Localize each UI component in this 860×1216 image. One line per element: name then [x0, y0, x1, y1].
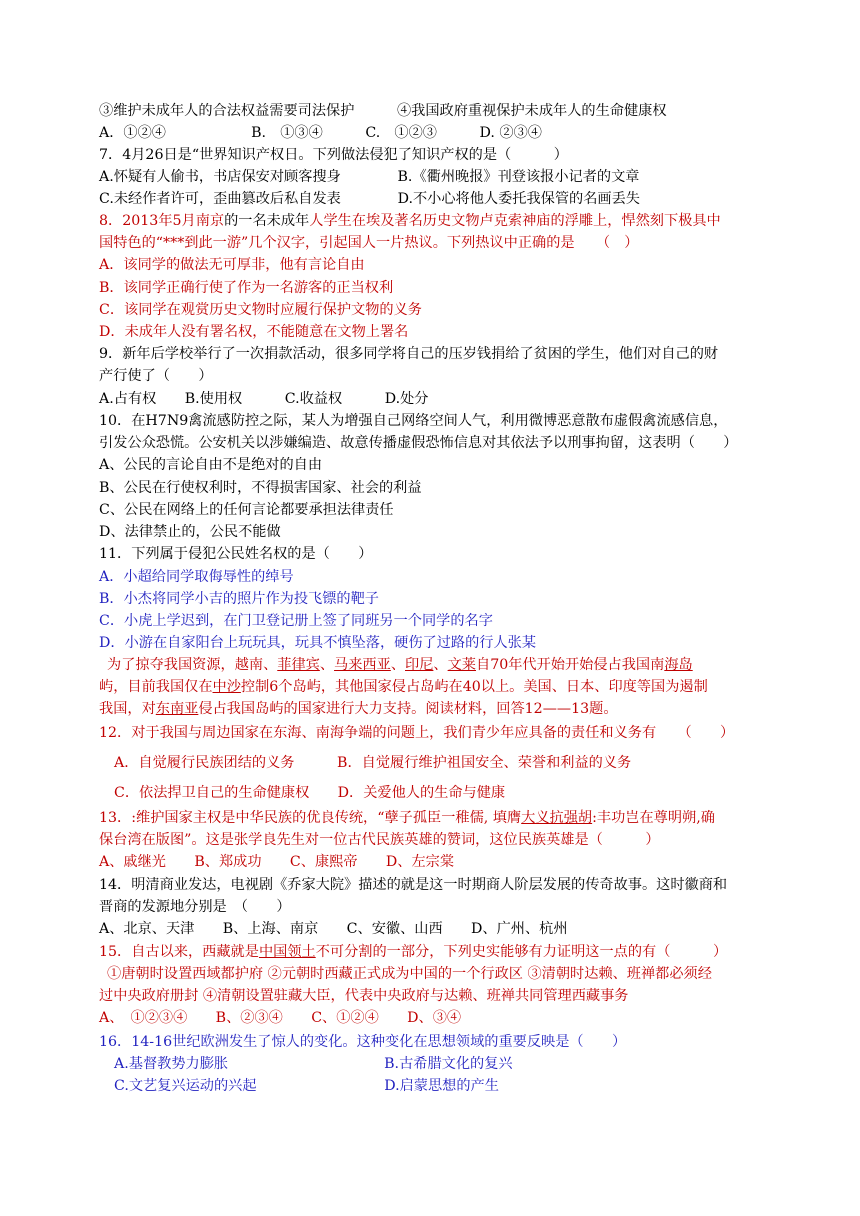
text-line	[114, 1076, 499, 1096]
text-line	[99, 322, 408, 342]
text-segment: A．小超给同学取侮辱性的绰号	[99, 569, 294, 585]
text-line	[99, 500, 394, 520]
text-segment: A．①②④ B. ①③④ C. ①②③ D. ②③④	[99, 125, 542, 141]
text-segment: 的一名未成年	[224, 213, 310, 229]
text-segment: A、公民的言论自由不是绝对的自由	[99, 457, 323, 473]
text-segment: 中国领土	[258, 944, 316, 960]
text-segment: A.怀疑有人偷书，书店保安对顾客搜身 B.《衢州晚报》刊登该报小记者的文章	[99, 169, 640, 185]
text-segment: 中沙	[212, 679, 241, 695]
text-segment: 控制6个岛屿，其他国家侵占岛屿在40以上。美国、日本、印度等国为遏制	[240, 679, 708, 695]
text-line	[99, 123, 542, 143]
text-line	[99, 389, 429, 409]
text-line	[99, 919, 568, 939]
text-segment: C.文艺复兴运动的兴起 D.启蒙思想的产生	[114, 1078, 499, 1094]
text-segment: 屿，目前我国仅在	[99, 679, 213, 695]
text-segment: D．未成年人没有署名权，不能随意在文物上署名	[99, 324, 409, 340]
text-line	[99, 723, 734, 743]
text-segment: 9．新年后学校举行了一次捐款活动，很多同学将自己的压岁钱捐给了贫困的学生，他们对自己的财	[99, 346, 719, 362]
text-line	[99, 167, 639, 187]
text-line	[99, 611, 493, 631]
text-line	[99, 145, 568, 165]
text-segment: D．小游在自家阳台上玩玩具，玩具不慎坠落，硬伤了过路的行人张某	[99, 635, 537, 651]
text-segment: B、公民在行使权利时，不得损害国家、社会的利益	[99, 480, 422, 496]
text-segment: C．该同学在观赏历史文物时应履行保护文物的义务	[99, 302, 422, 318]
text-segment: 国特色的“***到此一游”几个汉字，引起国人一片热议。下列热议中正确的是 （ ）	[99, 235, 639, 251]
text-segment: 13．:维护国家主权是中华民族的优良传统，“孽子孤臣一稚儒, 填膺	[99, 810, 522, 826]
text-line	[99, 589, 379, 609]
text-segment: A、戚继光 B、郑成功 C、康熙帝 D、左宗棠	[99, 854, 455, 870]
text-line	[99, 211, 721, 231]
text-segment: 为了掠夺我国资源，越南、	[107, 657, 278, 673]
text-segment: A、北京、天津 B、上海、南京 C、安徽、山西 D、广州、杭州	[99, 921, 568, 937]
text-segment: 印尼	[405, 657, 434, 673]
text-segment: 14．明清商业发达，电视剧《乔家大院》描述的就是这一时期商人阶层发展的传奇故事。这时徽商和	[99, 877, 728, 893]
text-line	[107, 964, 712, 984]
text-line	[99, 255, 365, 275]
text-line	[99, 830, 660, 850]
text-segment: 10．在H7N9禽流感防控之际，某人为增强自己网络空间人气，利用微博恶意散布虚假禽流感信息，	[99, 413, 728, 429]
text-line	[114, 1054, 513, 1074]
text-segment: C．依法捍卫自己的生命健康权 D．关爱他人的生命与健康	[114, 785, 506, 801]
text-segment: 不可分割的一部分，下列史实能够有力证明这一点的有（ ）	[315, 944, 728, 960]
text-segment: 15．自古以来，西藏就是	[99, 944, 259, 960]
text-line	[99, 897, 291, 917]
text-line	[99, 808, 715, 828]
text-segment: A．自觉履行民族团结的义务 B．自觉履行维护祖国安全、荣誉和利益的义务	[114, 755, 632, 771]
text-line	[99, 986, 628, 1006]
text-line	[99, 101, 667, 121]
text-segment: 文莱	[447, 657, 476, 673]
text-line	[99, 852, 454, 872]
text-segment: 晋商的发源地分别是 （ ）	[99, 899, 291, 915]
text-line	[99, 189, 640, 209]
text-line	[107, 655, 693, 675]
text-segment: 8．2013年5月南京	[99, 213, 225, 229]
text-segment: 大义抗强胡	[521, 810, 593, 826]
text-segment: :丰功岂在尊明朔,确	[592, 810, 715, 826]
text-segment: 、	[433, 657, 448, 673]
text-segment: 自70年代开始开始侵占我国南	[476, 657, 665, 673]
text-segment: 菲律宾	[277, 657, 320, 673]
text-segment: ①唐朝时设置西域都护府 ②元朝时西藏正式成为中国的一个行政区 ③清朝时达赖、班禅都必须经	[107, 966, 712, 982]
text-line	[99, 478, 422, 498]
text-line	[99, 433, 737, 453]
text-line	[99, 677, 708, 697]
text-segment: 马来西亚	[334, 657, 391, 673]
text-line	[99, 366, 213, 386]
text-line	[99, 544, 372, 564]
text-line	[99, 1008, 461, 1028]
text-line	[99, 567, 294, 587]
text-line	[99, 699, 618, 719]
text-segment: 过中央政府册封 ④清朝设置驻藏大臣，代表中央政府与达赖、班禅共同管理西藏事务	[99, 988, 629, 1004]
text-segment: 12．对于我国与周边国家在东海、南海争端的问题上，我们青少年应具备的责任和义务有 （ ）	[99, 725, 735, 741]
text-segment: 我国，对	[99, 701, 156, 717]
text-line	[99, 278, 393, 298]
text-segment: 东南亚	[155, 701, 199, 717]
text-line	[99, 344, 718, 364]
text-line	[99, 942, 727, 962]
text-segment: 引发公众恐慌。公安机关以涉嫌编造、故意传播虚假恐怖信息对其依法予以刑事拘留，这表明（ ）	[99, 435, 738, 451]
text-segment: 海岛	[664, 657, 693, 673]
text-line	[114, 753, 631, 773]
text-segment: A．该同学的做法无可厚非，他有言论自由	[99, 257, 365, 273]
text-segment: B．小杰将同学小吉的照片作为投飞镖的靶子	[99, 591, 379, 607]
text-segment: A、 ①②③④ B、②③④ C、①②④ D、③④	[99, 1010, 462, 1026]
text-line	[99, 411, 727, 431]
text-line	[99, 875, 727, 895]
text-segment: A.占有权 B.使用权 C.收益权 D.处分	[99, 391, 429, 407]
text-line	[99, 1032, 626, 1052]
text-segment: C、公民在网络上的任何言论都要承担法律责任	[99, 502, 394, 518]
text-segment: B．该同学正确行使了作为一名游客的正当权利	[99, 280, 394, 296]
text-segment: C.未经作者许可，歪曲篡改后私自发表 D.不小心将他人委托我保管的名画丢失	[99, 191, 640, 207]
text-line	[99, 233, 638, 253]
text-segment: 、	[319, 657, 335, 673]
text-segment: D、法律禁止的，公民不能做	[99, 524, 281, 540]
text-segment: 7．4月26日是“世界知识产权日。下列做法侵犯了知识产权的是（ ）	[99, 147, 568, 163]
text-line	[99, 300, 422, 320]
text-segment: 人学生在埃及著名历史文物卢克索神庙的浮雕上，悍然刻下极具中	[309, 213, 721, 229]
text-segment: 侵占我国岛屿的国家进行大力支持。阅读材料，回答12——13题。	[198, 701, 618, 717]
text-segment: 保台湾在版图”。这是张学良先生对一位古代民族英雄的赞词，这位民族英雄是（ ）	[99, 832, 660, 848]
text-line	[99, 633, 536, 653]
text-segment: 11．下列属于侵犯公民姓名权的是（ ）	[99, 546, 373, 562]
text-segment: ③维护未成年人的合法权益需要司法保护 ④我国政府重视保护未成年人的生命健康权	[99, 103, 667, 119]
text-segment: A.基督教势力膨胀 B.古希腊文化的复兴	[114, 1056, 513, 1072]
text-segment: 、	[390, 657, 406, 673]
text-segment: 产行使了（ ）	[99, 368, 213, 384]
text-segment: C．小虎上学迟到，在门卫登记册上签了同班另一个同学的名字	[99, 613, 493, 629]
text-line	[99, 455, 322, 475]
text-line	[99, 522, 281, 542]
text-segment: 16．14-16世纪欧洲发生了惊人的变化。这种变化在思想领域的重要反映是（ ）	[99, 1034, 627, 1050]
text-line	[114, 783, 505, 803]
